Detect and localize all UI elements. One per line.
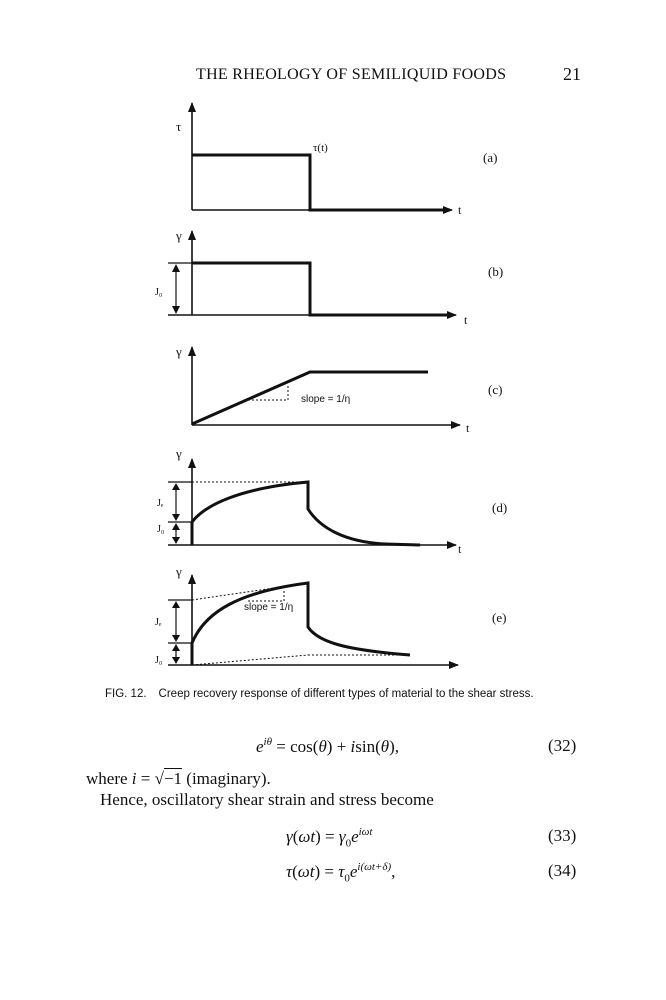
panel-b-strain-step — [192, 263, 452, 315]
panel-a-curve-label: τ(t) — [313, 142, 328, 154]
panel-b — [155, 228, 503, 327]
panel-d-viscoelastic-solid-curve — [192, 482, 420, 545]
equation-34-number: (34) — [548, 861, 577, 880]
panel-a-y-label: τ — [176, 119, 182, 134]
page-number: 21 — [563, 64, 581, 84]
where-i: i — [131, 769, 137, 788]
where-eq: = — [136, 769, 155, 788]
panel-c — [175, 344, 502, 435]
where-line: where i = √−1 (imaginary). — [86, 769, 271, 788]
panel-b-y-label: γ — [176, 228, 182, 243]
where-prefix: where — [86, 769, 132, 788]
panel-d-label: (d) — [492, 500, 508, 515]
panel-a-label: (a) — [483, 150, 498, 165]
panel-b-j0-label: J₀ — [155, 287, 163, 298]
equation-33-number: (33) — [548, 826, 577, 845]
panel-e-j0-label: J₀ — [155, 655, 163, 666]
panel-d-je-label: Jₑ — [157, 498, 164, 509]
panel-a-x-label: t — [458, 203, 462, 217]
panel-e-slope-label: slope = 1/η — [244, 602, 294, 613]
panel-b-x-label: t — [464, 313, 468, 327]
panel-d-j0-label: J₀ — [157, 524, 165, 535]
figure-caption-label: FIG. 12. — [105, 688, 147, 700]
equation-33: $\gamma(\omega t) = \gamma_0e^{i\omega t}$ — [286, 826, 373, 850]
panel-c-label: (c) — [488, 382, 503, 397]
equation-32: $e^{i\theta} = \cos(\theta) + isin(\theta)$, — [256, 736, 400, 756]
hence-line: Hence, oscillatory shear strain and stress become — [100, 790, 434, 809]
panel-a — [176, 103, 497, 217]
equation-32-number: (32) — [548, 736, 577, 755]
panel-c-x-label: t — [466, 421, 470, 435]
panel-d-y-label: γ — [176, 446, 182, 461]
panel-c-y-label: γ — [176, 344, 182, 359]
panel-e-label: (e) — [492, 610, 507, 625]
running-head: THE RHEOLOGY OF SEMILIQUID FOODS — [196, 66, 507, 83]
panel-e — [155, 564, 506, 666]
panel-e-lower-dotted — [192, 655, 308, 665]
panel-b-label: (b) — [488, 264, 504, 279]
equation-34: $\tau(\omega t) = \tau_0e^{i(\omega t+\delta)}$, — [286, 861, 396, 885]
panel-e-y-label: γ — [176, 564, 182, 579]
panel-e-je-label: Jₑ — [155, 617, 162, 628]
where-sqrt: −1 — [163, 769, 183, 788]
panel-d — [157, 446, 507, 556]
panel-d-x-label: t — [458, 542, 462, 556]
figure-caption — [105, 688, 534, 700]
where-suffix: (imaginary). — [182, 769, 271, 788]
panel-a-stress-step — [192, 155, 450, 210]
panel-c-slope-label: slope = 1/η — [301, 394, 351, 405]
figure-caption-text: Creep recovery response of different types of material to the shear stress. — [158, 688, 534, 700]
